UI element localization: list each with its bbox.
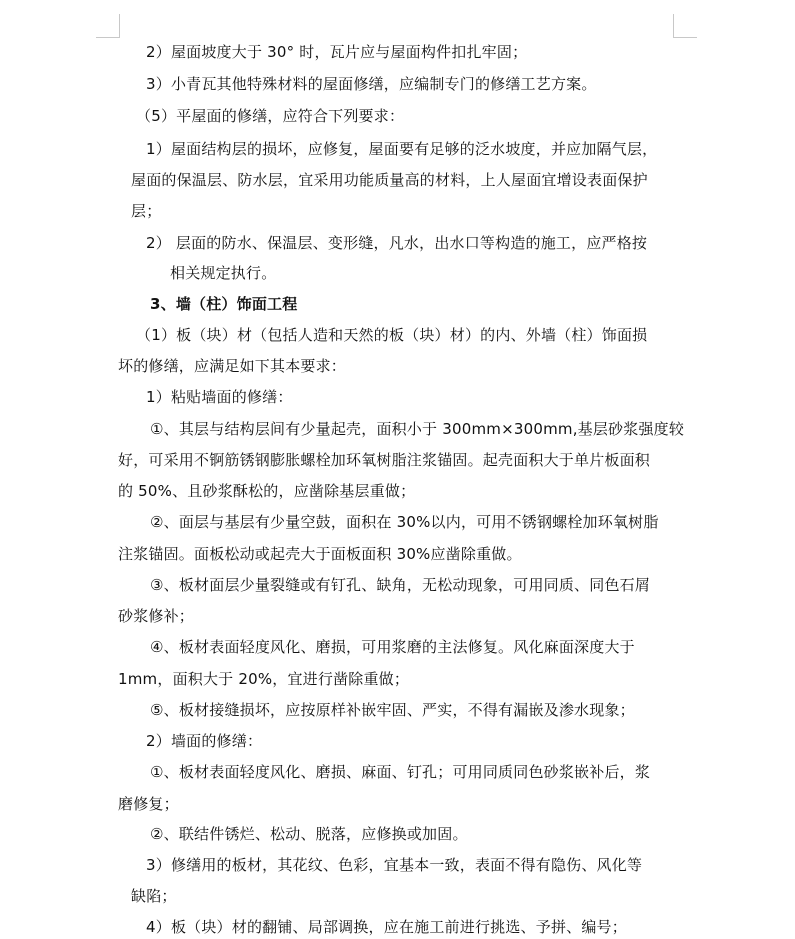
text-line: 磨修复；: [118, 795, 179, 813]
text-line: 屋面的保温层、防水层，宜采用功能质量高的材料，上人屋面宜增设表面保护: [131, 171, 648, 189]
text-line: 1）屋面结构层的损坏，应修复，屋面要有足够的泛水坡度，并应加隔气层，: [146, 140, 658, 158]
page-corner-mark-right: [673, 14, 697, 38]
text-line: 相关规定执行。: [170, 264, 277, 282]
text-line: 砂浆修补；: [118, 607, 195, 625]
text-line: 2） 层面的防水、保温层、变形缝，凡水，出水口等构造的施工，应严格按: [146, 234, 648, 252]
text-line: ①、其层与结构层间有少量起壳，面积小于 300mm×300mm,基层砂浆强度较: [150, 420, 685, 438]
text-line: 2）屋面坡度大于 30° 时，瓦片应与屋面构件扣扎牢固；: [146, 43, 528, 61]
text-line: 好，可采用不锕筋锈钢膨胀螺栓加环氧树脂注浆锚固。起壳面积大于单片板面积: [118, 451, 651, 469]
text-line: （1）板（块）材（包括人造和天然的板（块）材）的内、外墙（柱）饰面损: [136, 326, 648, 344]
text-line: 1）粘贴墙面的修缮：: [146, 388, 293, 406]
text-line: 2）墙面的修缮：: [146, 732, 263, 750]
text-line: 缺陷；: [131, 887, 177, 905]
text-line: ④、板材表面轻度风化、磨损，可用浆磨的主法修复。风化麻面深度大于: [150, 638, 635, 656]
text-line: 注浆锚固。面板松动或起壳大于面板面积 30%应凿除重做。: [118, 545, 522, 563]
text-line: ⑤、板材接缝损坏，应按原样补嵌牢固、严实，不得有漏嵌及渗水现象；: [150, 701, 635, 719]
text-line: ②、面层与基层有少量空鼓，面积在 30%以内，可用不锈钢螺栓加环氧树脂: [150, 513, 659, 531]
page-corner-mark-left: [96, 14, 120, 38]
text-line: 1mm，面积大于 20%，宜进行凿除重做；: [118, 670, 410, 688]
text-line: 的 50%、且砂浆酥松的，应凿除基层重做；: [118, 482, 416, 500]
text-line: 3）修缮用的板材，其花纹、色彩，宜基本一致，表面不得有隐伤、风化等: [146, 856, 643, 874]
section-heading: 3、墙（柱）饰面工程: [150, 295, 298, 313]
text-line: 层；: [131, 202, 162, 220]
text-line: 4）板（块）材的翻铺、局部调换，应在施工前进行挑选、予拼、编号；: [146, 918, 627, 936]
text-line: （5）平屋面的修缮，应符合下列要求：: [136, 107, 405, 125]
text-line: ③、板材面层少量裂缝或有钉孔、缺角，无松动现象，可用同质、同色石屑: [150, 576, 651, 594]
text-line: 3）小青瓦其他特殊材料的屋面修缮，应编制专门的修缮工艺方案。: [146, 75, 597, 93]
text-line: ②、联结件锈烂、松动、脱落，应修换或加固。: [150, 825, 468, 843]
text-line: ①、板材表面轻度风化、磨损、麻面、钉孔；可用同质同色砂浆嵌补后，浆: [150, 763, 651, 781]
text-line: 坏的修缮，应满足如下其本要求：: [118, 357, 347, 375]
